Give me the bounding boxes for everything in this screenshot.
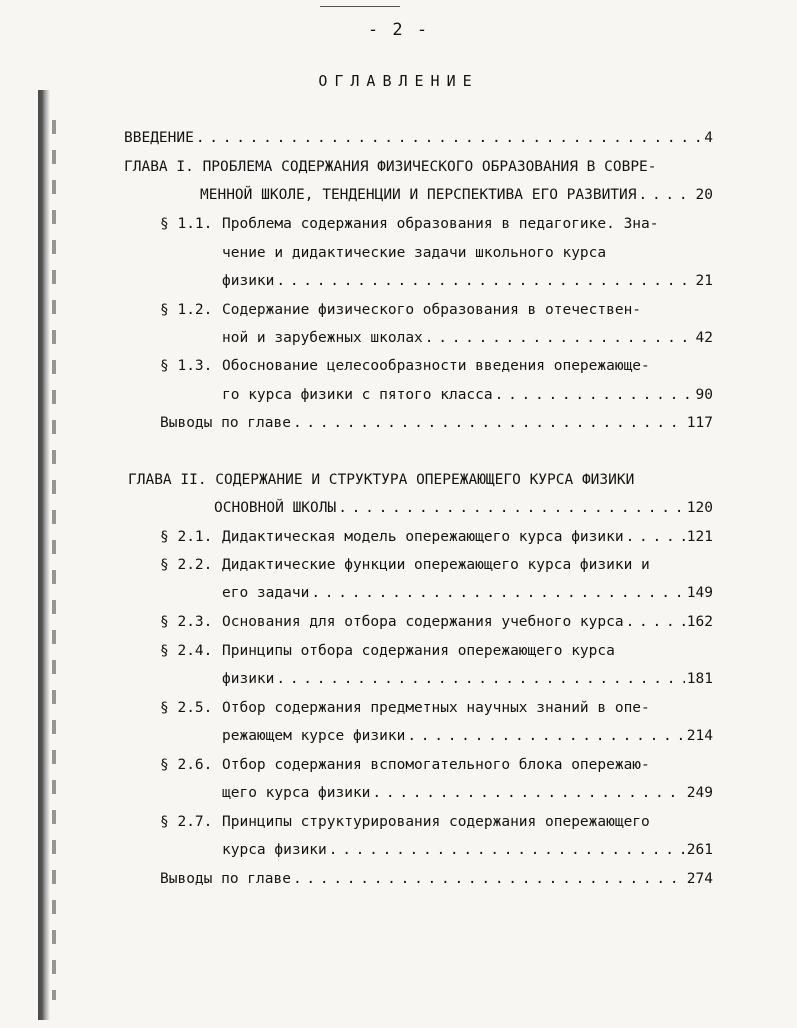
toc-page-number: 261	[686, 842, 713, 858]
toc-page-number: 20	[695, 187, 713, 203]
toc-entry-label: физики	[222, 671, 275, 687]
toc-page-number: 274	[686, 871, 713, 887]
toc-entry-s25-line[interactable]: Отбор содержания предметных научных знаний в опе-	[222, 700, 650, 716]
toc-entry-intro[interactable]	[124, 127, 713, 149]
dot-leader	[626, 526, 685, 548]
chapter-heading-line: ГЛАВА II. СОДЕРЖАНИЕ И СТРУКТУРА ОПЕРЕЖАЮЩЕГО КУРСА ФИЗИКИ	[128, 472, 635, 488]
dot-leader	[293, 868, 685, 890]
toc-page-number: 249	[686, 785, 713, 801]
toc-entry-label: Выводы по главе	[160, 871, 291, 887]
toc-entry-s26-line[interactable]: Отбор содержания вспомогательного блока опережаю-	[222, 757, 650, 773]
toc-entry-s22-line[interactable]: Дидактические функции опережающего курса физики и	[222, 557, 650, 573]
toc-entry-s13-line[interactable]: Обоснование целесообразности введения опережающе-	[222, 358, 650, 374]
toc-entry-label: Выводы по главе	[160, 415, 291, 431]
toc-entry-label: Дидактическая модель опережающего курса физики	[222, 529, 624, 545]
toc-page-number: 214	[686, 728, 713, 744]
toc-entry-s27-line[interactable]: Принципы структурирования содержания опережающего	[222, 814, 650, 830]
toc-page-number: 4	[704, 130, 713, 146]
dot-leader	[495, 384, 694, 406]
section-number: § 1.2.	[160, 302, 213, 318]
toc-entry-label: го курса физики с пятого класса	[222, 387, 493, 403]
toc-entry-label: ной и зарубежных школах	[222, 330, 423, 346]
section-number: § 2.3.	[160, 614, 213, 630]
toc-entry-label: щего курса физики	[222, 785, 371, 801]
section-number: § 2.7.	[160, 814, 213, 830]
dot-leader	[626, 611, 685, 633]
dot-leader	[196, 127, 702, 149]
toc-page-number: 90	[695, 387, 713, 403]
toc-entry-label: режающем курсе физики	[222, 728, 406, 744]
toc-entry-s21[interactable]	[222, 526, 713, 548]
dot-leader	[293, 412, 685, 434]
toc-page-number: 181	[686, 671, 713, 687]
chapter-heading-line: ОСНОВНОЙ ШКОЛЫ	[214, 500, 337, 516]
toc-page-number: 120	[686, 500, 713, 516]
chapter-2-heading[interactable]	[128, 469, 634, 491]
toc-entry-s11-line[interactable]: Проблема содержания образования в педагогике. Зна-	[222, 216, 659, 232]
toc-entry-s11-line[interactable]: чение и дидактические задачи школьного курса	[222, 245, 607, 261]
toc-entry-conclusions-2[interactable]	[160, 868, 713, 890]
toc-entry-s22[interactable]	[222, 582, 713, 604]
toc-entry-conclusions-1[interactable]	[160, 412, 713, 434]
toc-entry-s11[interactable]	[222, 270, 713, 292]
toc-entry-s12[interactable]	[222, 327, 713, 349]
toc-page-number: 121	[686, 529, 713, 545]
dot-leader	[372, 782, 684, 804]
toc-entry-s13[interactable]	[222, 384, 713, 406]
toc-entry-label: Основания для отбора содержания учебного курса	[222, 614, 624, 630]
chapter-heading-line: ГЛАВА I. ПРОБЛЕМА СОДЕРЖАНИЯ ФИЗИЧЕСКОГО ОБРАЗОВАНИЯ В СОВРЕ-	[124, 159, 657, 175]
toc-entry-chapter-2[interactable]	[214, 497, 713, 519]
toc-page-number: 21	[695, 273, 713, 289]
dot-leader	[338, 497, 685, 519]
chapter-heading-line: МЕННОЙ ШКОЛЕ, ТЕНДЕНЦИИ И ПЕРСПЕКТИВА ЕГО РАЗВИТИЯ	[200, 187, 637, 203]
chapter-1-heading[interactable]	[124, 156, 657, 178]
dot-leader	[425, 327, 694, 349]
dot-leader	[276, 668, 684, 690]
section-number: § 2.6.	[160, 757, 213, 773]
toc-page-number: 162	[686, 614, 713, 630]
toc-entry-s24-line[interactable]: Принципы отбора содержания опережающего курса	[222, 643, 615, 659]
section-number: § 1.3.	[160, 358, 213, 374]
toc-page-number: 42	[695, 330, 713, 346]
toc-entry-chapter-1[interactable]	[200, 184, 713, 206]
section-number: § 2.5.	[160, 700, 213, 716]
dot-leader	[276, 270, 693, 292]
toc-entry-label: курса физики	[222, 842, 327, 858]
toc-entry-s25[interactable]	[222, 725, 713, 747]
section-number: § 2.1.	[160, 529, 213, 545]
toc-entry-s12-line[interactable]: Содержание физического образования в отечествен-	[222, 302, 642, 318]
toc-entry-label: его задачи	[222, 585, 310, 601]
toc-page-number: 117	[686, 415, 713, 431]
toc-entry-label: ВВЕДЕНИЕ	[124, 130, 194, 146]
toc-entry-s27[interactable]	[222, 839, 713, 861]
section-number: § 2.4.	[160, 643, 213, 659]
toc-page-number: 149	[686, 585, 713, 601]
toc-entry-s26[interactable]	[222, 782, 713, 804]
page-number: - 2 -	[367, 20, 430, 40]
dot-leader	[639, 184, 694, 206]
dot-leader	[311, 582, 684, 604]
toc-entry-s24[interactable]	[222, 668, 713, 690]
toc-entry-s23[interactable]	[222, 611, 713, 633]
page-title: ОГЛАВЛЕНИЕ	[318, 72, 479, 90]
dot-leader	[407, 725, 684, 747]
toc-entry-label: физики	[222, 273, 275, 289]
dot-leader	[329, 839, 685, 861]
section-number: § 2.2.	[160, 557, 213, 573]
section-number: § 1.1.	[160, 216, 213, 232]
